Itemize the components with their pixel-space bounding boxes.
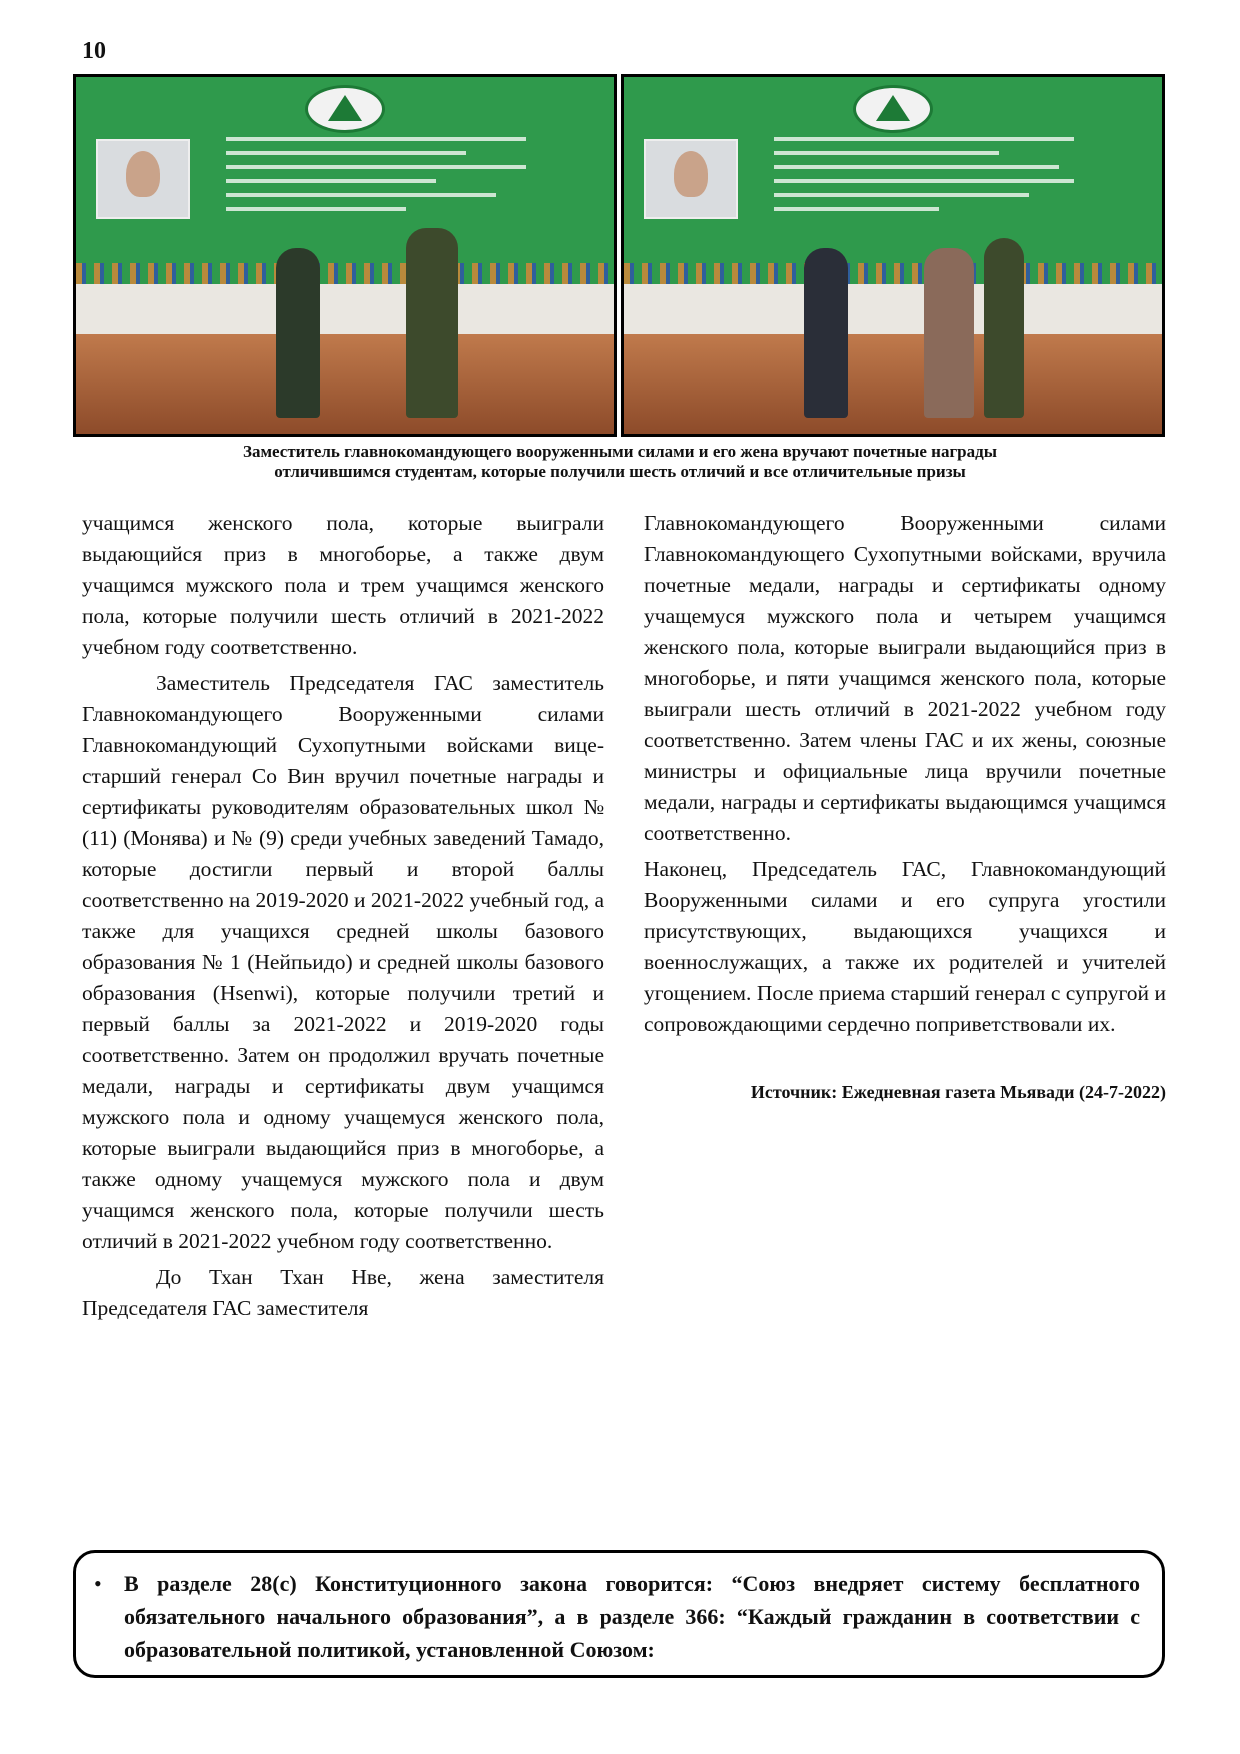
woman-figure (924, 248, 974, 418)
stage-table (76, 284, 614, 334)
school-logo-icon (305, 85, 385, 133)
right-column (644, 508, 1166, 1109)
student-portrait (644, 139, 738, 219)
award-ceremony-photo-right (621, 74, 1165, 437)
caption-line-2: отличившимся студентам, которые получили шесть отличий и все отличительные призы (274, 462, 966, 481)
photo-strip (73, 74, 1165, 437)
officer-figure (406, 228, 458, 418)
officer-figure (984, 238, 1024, 418)
stage-floor (624, 334, 1162, 434)
paragraph: Заместитель Председателя ГАС заместитель Главнокомандующего Вооруженными силами Главнокомандующий Сухопутными войсками вице-старший генерал Со Вин вручил почетные награды и сертификаты руководителям образовательных школ № (11) (Монява) и № (9) среди учебных заведений Тамадо, которые достигли первый и второй баллы соответственно на 2019-2020 и 2021-2022 учебный год, а также для учащихся средней школы базового образования № 1 (Нейпьидо) и средней школы базового образования (Hsenwi), которые получили третий и первый баллы за 2021-2022 и 2019-2020 годы соответственно. Затем он продолжил вручать почетные медали, награды и сертификаты двум учащимся мужского пола и одному учащемуся женского пола, которые выиграли выдающийся приз в многоборье, а также одному учащемуся мужского пола и двум учащимся женского пола, которые получили шесть отличий в 2021-2022 учебном году соответственно. (82, 671, 604, 1253)
projection-screen (76, 77, 614, 284)
award-ceremony-photo-left (73, 74, 617, 437)
paragraph: Наконец, Председатель ГАС, Главнокомандующий Вооруженными силами и его супруга угостили присутствующих, выдающихся учащихся и военнослужащих, а также их родителей и учителей угощением. После приема старший генерал с супругой и сопровождающими сердечно поприветствовали их. (644, 857, 1166, 1036)
page-number: 10 (82, 38, 106, 64)
bullet-icon: • (94, 1571, 102, 1596)
caption-line-1: Заместитель главнокомандующего вооруженными силами и его жена вручают почетные награды (242, 442, 998, 461)
source-note: Источник: Ежедневная газета Мьявади (24-7-2022) (750, 1082, 1166, 1102)
projection-screen (624, 77, 1162, 284)
stage-floor (76, 334, 614, 434)
school-logo-icon (853, 85, 933, 133)
article-body (82, 508, 1166, 1503)
left-column (82, 508, 604, 1329)
paragraph: учащимся женского пола, которые выиграли выдающийся приз в многоборье, а также двум учащимся мужского пола и трем учащимся женского пола, которые получили шесть отличий в 2021-2022 учебном году соответственно. (82, 511, 604, 659)
constitution-notice-box (73, 1550, 1165, 1678)
student-portrait (96, 139, 190, 219)
student-figure (276, 248, 320, 418)
notice-text: В разделе 28(c) Конституционного закона говорится: “Союз внедряет систему бесплатного обязательного начального образования”, а в разделе 366: “Каждый гражданин в соответствии с образовательной политикой, установленной Союзом: (124, 1571, 1140, 1662)
stage-table (624, 284, 1162, 334)
paragraph: До Тхан Тхан Нве, жена заместителя Председателя ГАС заместителя (82, 1265, 604, 1320)
screen-text-lines (226, 137, 526, 221)
photo-caption (100, 442, 1140, 482)
screen-text-lines (774, 137, 1074, 221)
paragraph: Главнокомандующего Вооруженными силами Главнокомандующего Сухопутными войсками, вручила почетные медали, награды и сертификаты одному учащемуся мужского пола и четырем учащимся женского пола, которые выиграли выдающийся приз в многоборье, и пяти учащимся женского пола, которые выиграли шесть отличий в 2021-2022 учебном году соответственно. Затем члены ГАС и их жены, союзные министры и официальные лица вручили почетные медали, награды и сертификаты выдающимся учащимся соответственно. (644, 511, 1166, 845)
student-figure (804, 248, 848, 418)
